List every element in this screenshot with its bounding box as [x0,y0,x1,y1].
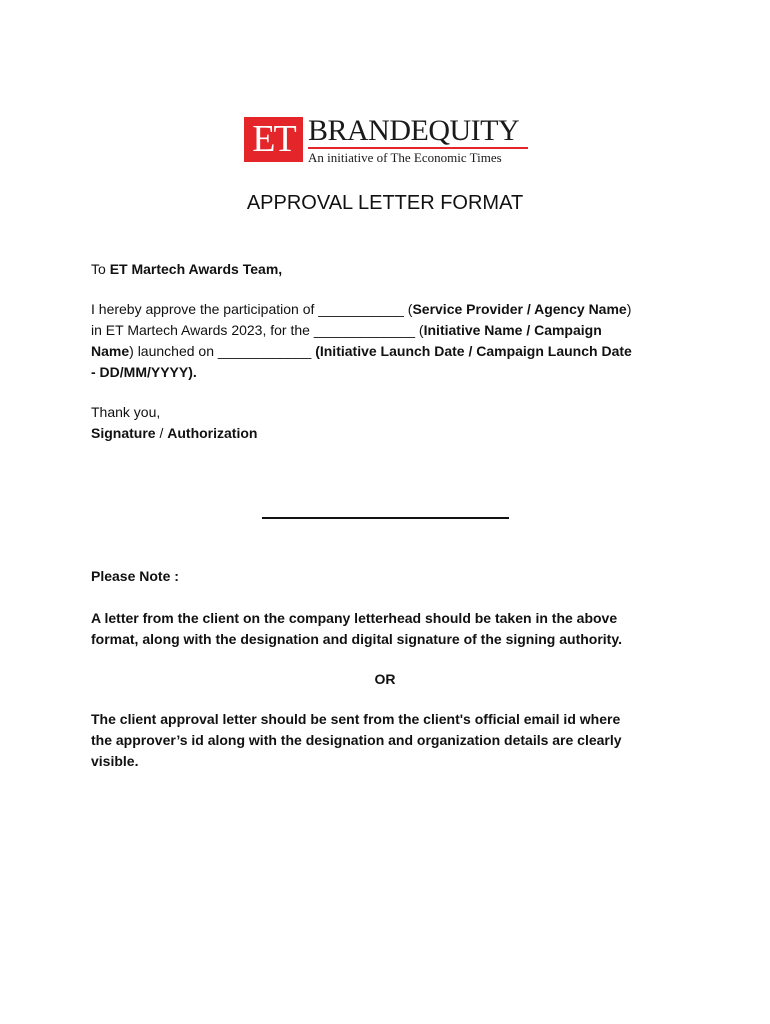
body-text-1: I hereby approve the participation of ___________ ( [91,301,413,317]
salutation-recipient: ET Martech Awards Team, [109,261,283,277]
body-bold-name: Name [91,343,130,359]
body-bold-date-format: - DD/MM/YYYY). [91,364,197,380]
document-title: APPROVAL LETTER FORMAT [246,192,524,214]
et-logo-mark: ET [244,117,303,162]
salutation [91,259,691,280]
body-bold-launch-date: (Initiative Launch Date / Campaign Launch Date [315,343,632,359]
closing-thanks: Thank you, [91,404,161,420]
body-text-3: ) [626,301,632,317]
body-text-4: in ET Martech Awards 2023, for the _____________ ( [91,322,424,338]
logo-brand-text: BRANDEQUITY [308,114,520,147]
closing-authorization: Authorization [167,425,258,441]
logo-red-rule [308,147,528,149]
note-paragraph-1 [91,608,691,650]
note-line-3: The client approval letter should be sent from the client's official email id where [91,711,621,727]
closing-separator: / [155,425,168,441]
note-line-1: A letter from the client on the company letterhead should be taken in the above [91,610,618,626]
body-bold-initiative-name: Initiative Name / Campaign [423,322,602,338]
body-bold-service-provider: Service Provider / Agency Name [412,301,627,317]
note-line-5: visible. [91,753,139,769]
closing-block [91,402,691,444]
note-line-2: format, along with the designation and digital signature of the signing authority. [91,631,622,647]
or-separator: OR [374,671,396,687]
brand-equity-logo [244,116,528,164]
body-text-7: ) launched on ____________ [129,343,316,359]
closing-signature: Signature [91,425,156,441]
approval-paragraph [91,299,691,383]
note-heading: Please Note : [91,568,179,584]
signature-line [262,517,509,519]
salutation-prefix: To [91,261,110,277]
logo-tagline: An initiative of The Economic Times [308,150,502,165]
note-line-4: the approver’s id along with the designation and organization details are clearly [91,732,622,748]
logo-wordmark [308,116,528,165]
note-paragraph-2 [91,709,691,772]
